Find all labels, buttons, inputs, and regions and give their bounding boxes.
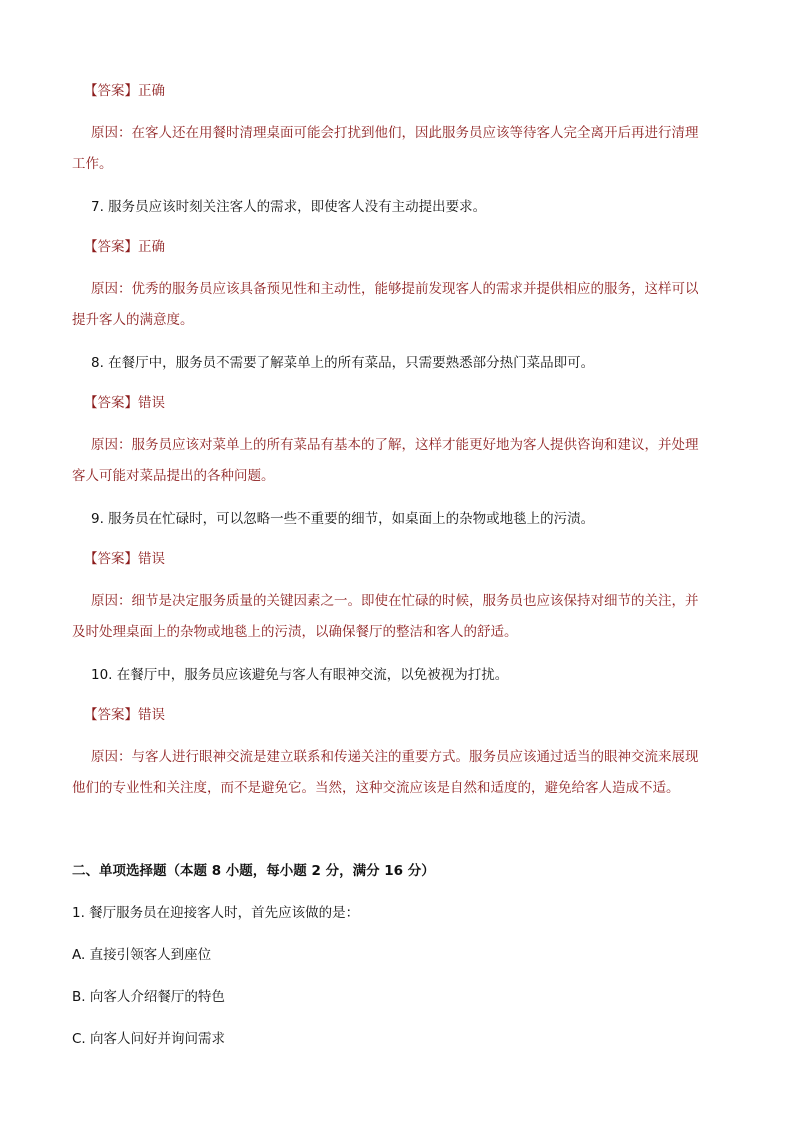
- question-10: 10. 在餐厅中，服务员应该避免与客人有眼神交流，以免被视为打扰。: [91, 667, 509, 683]
- reason-text: 客人可能对菜品提出的各种问题。: [72, 468, 275, 484]
- question-7: 7. 服务员应该时刻关注客人的需求，即使客人没有主动提出要求。: [91, 199, 487, 215]
- option-c: C. 向客人问好并询问需求: [72, 1031, 226, 1047]
- reason-text: 提升客人的满意度。: [72, 312, 194, 328]
- option-b: B. 向客人介绍餐厅的特色: [72, 989, 225, 1005]
- reason-text: 原因：优秀的服务员应该具备预见性和主动性，能够提前发现客人的需求并提供相应的服务，这样可以: [91, 281, 699, 297]
- reason-text: 原因：与客人进行眼神交流是建立联系和传递关注的重要方式。服务员应该通过适当的眼神交流来展现: [91, 749, 699, 765]
- option-a: A. 直接引领客人到座位: [72, 947, 212, 963]
- reason-text: 及时处理桌面上的杂物或地毯上的污渍，以确保餐厅的整洁和客人的舒适。: [72, 624, 518, 640]
- answer-label: 【答案】错误: [84, 551, 165, 567]
- answer-label: 【答案】错误: [84, 395, 165, 411]
- section-title: 二、单项选择题（本题 8 小题，每小题 2 分，满分 16 分）: [72, 863, 435, 879]
- answer-label: 【答案】错误: [84, 707, 165, 723]
- question-8: 8. 在餐厅中，服务员不需要了解菜单上的所有菜品，只需要熟悉部分热门菜品即可。: [91, 355, 595, 371]
- mc-question-1: 1. 餐厅服务员在迎接客人时，首先应该做的是：: [72, 905, 360, 921]
- answer-label: 【答案】正确: [84, 239, 165, 255]
- reason-text: 原因：细节是决定服务质量的关键因素之一。即使在忙碌的时候，服务员也应该保持对细节的关注，并: [91, 593, 699, 609]
- question-9: 9. 服务员在忙碌时，可以忽略一些不重要的细节，如桌面上的杂物或地毯上的污渍。: [91, 511, 595, 527]
- answer-label: 【答案】正确: [84, 83, 165, 99]
- reason-text: 原因：在客人还在用餐时清理桌面可能会打扰到他们，因此服务员应该等待客人完全离开后再进行清理: [91, 125, 699, 141]
- reason-text: 他们的专业性和关注度，而不是避免它。当然，这种交流应该是自然和适度的，避免给客人造成不适。: [72, 780, 680, 796]
- reason-text: 工作。: [72, 156, 113, 172]
- reason-text: 原因：服务员应该对菜单上的所有菜品有基本的了解，这样才能更好地为客人提供咨询和建议，并处理: [91, 437, 699, 453]
